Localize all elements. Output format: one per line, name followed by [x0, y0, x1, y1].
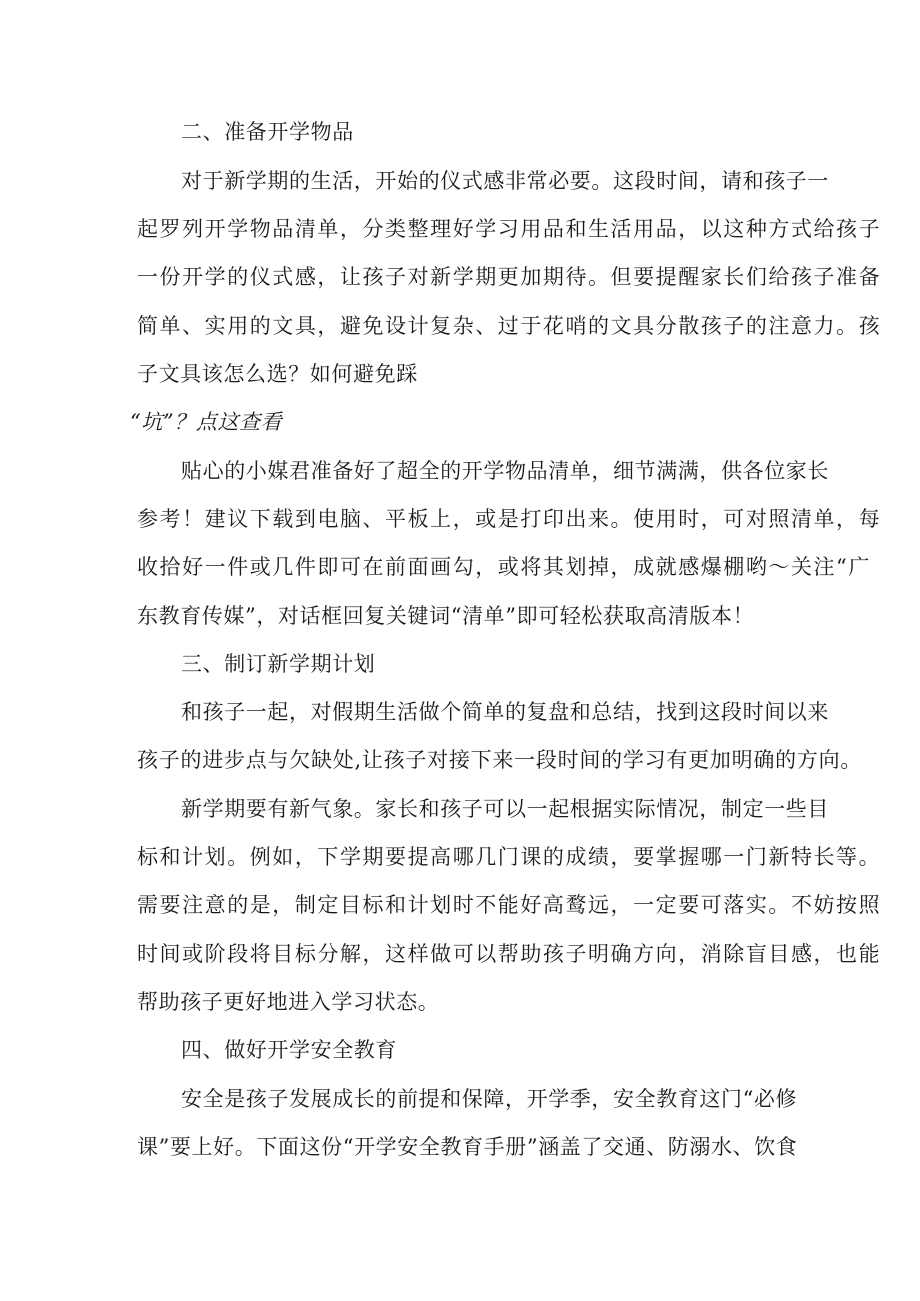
paragraph-line: 标和计划。例如，下学期要提高哪几门课的成绩，要掌握哪一门新特长等。: [137, 845, 882, 869]
section-heading-semester-plan: 三、制订新学期计划: [181, 652, 376, 676]
paragraph-line: 和孩子一起，对假期生活做个简单的复盘和总结，找到这段时间以来: [181, 700, 829, 724]
paragraph-line: 孩子的进步点与欠缺处,让孩子对接下来一段时间的学习有更加明确的方向。: [137, 748, 863, 772]
paragraph-line: 起罗列开学物品清单，分类整理好学习用品和生活用品，以这种方式给孩子: [137, 217, 882, 241]
paragraph-line: 新学期要有新气象。家长和孩子可以一起根据实际情况，制定一些目: [181, 797, 829, 821]
paragraph-line: 课”要上好。下面这份“开学安全教育手册”涵盖了交通、防溺水、饮食: [137, 1135, 798, 1159]
paragraph-line: 对于新学期的生活，开始的仪式感非常必要。这段时间，请和孩子一: [181, 169, 829, 193]
paragraph-line: 简单、实用的文具，避免设计复杂、过于花哨的文具分散孩子的注意力。孩: [137, 314, 882, 338]
paragraph-line: 帮助孩子更好地进入学习状态。: [137, 990, 440, 1014]
link-text-view-here: “坑”？点这查看: [130, 410, 283, 434]
paragraph-line: 收拾好一件或几件即可在前面画勾，或将其划掉，成就感爆棚哟～关注“广: [137, 555, 871, 579]
paragraph-line: 时间或阶段将目标分解，这样做可以帮助孩子明确方向，消除盲目感，也能: [137, 942, 882, 966]
paragraph-line: 子文具该怎么选？如何避免踩: [137, 362, 418, 386]
section-heading-safety-education: 四、做好开学安全教育: [181, 1038, 397, 1062]
paragraph-line: 安全是孩子发展成长的前提和保障，开学季，安全教育这门“必修: [181, 1087, 798, 1111]
paragraph-line: 一份开学的仪式感，让孩子对新学期更加期待。但要提醒家长们给孩子准备: [137, 265, 882, 289]
paragraph-line: 参考！建议下载到电脑、平板上，或是打印出来。使用时，可对照清单，每: [137, 507, 882, 531]
paragraph-line: 贴心的小媒君准备好了超全的开学物品清单，细节满满，供各位家长: [181, 459, 829, 483]
paragraph-line: 东教育传媒”，对话框回复关键词“清单”即可轻松获取高清版本！: [137, 604, 755, 628]
paragraph-line: 需要注意的是，制定目标和计划时不能好高鹜远，一定要可落实。不妨按照: [137, 893, 882, 917]
section-heading-prepare-supplies: 二、准备开学物品: [181, 120, 354, 144]
